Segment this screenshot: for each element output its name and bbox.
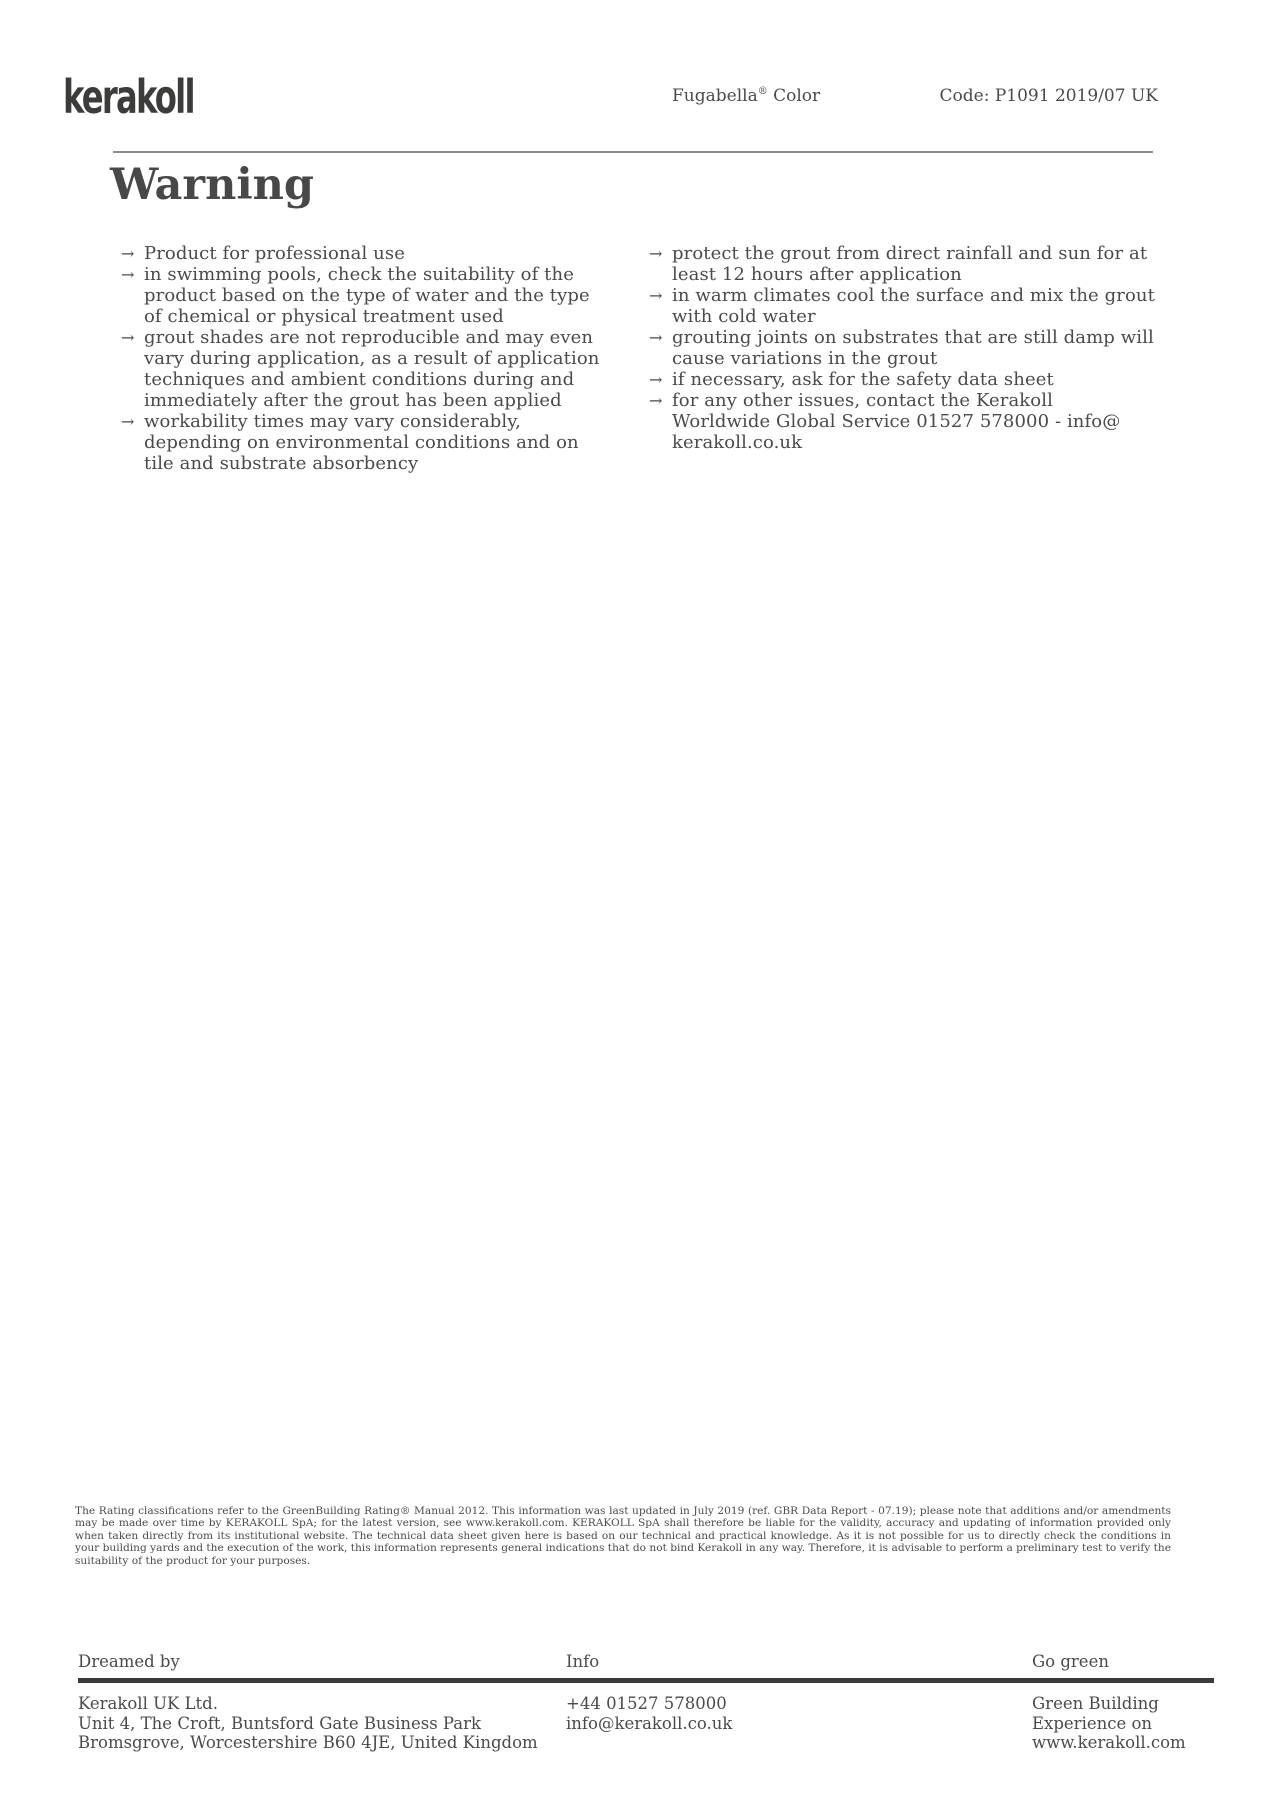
warning-column-left xyxy=(121,243,613,474)
warning-item-text: in swimming pools, check the suitability of the product based on the type of water and the type of chemical or physical treatment used xyxy=(144,264,590,327)
product-name xyxy=(672,86,820,106)
warning-item-text: Product for professional use xyxy=(144,243,405,264)
warning-column-right xyxy=(649,243,1155,474)
footer-column-green xyxy=(1032,1694,1186,1753)
warning-item-text: workability times may vary considerably, depending on environmental conditions and on tile and substrate absorbency xyxy=(144,411,579,474)
warning-list-right xyxy=(649,243,1155,453)
warning-item-text: grout shades are not reproducible and may even vary during application, as a result of application techniques and ambient conditions during and immediately after the grout has been applied xyxy=(144,327,600,411)
warning-item xyxy=(121,327,613,411)
bullet-arrow-icon: → xyxy=(649,286,663,305)
warning-item xyxy=(649,390,1155,453)
warning-item xyxy=(121,243,613,264)
warning-item xyxy=(649,243,1155,285)
footer-header-go-green: Go green xyxy=(1032,1652,1109,1671)
footer-line-company-name: Kerakoll UK Ltd. xyxy=(78,1694,218,1713)
warning-columns xyxy=(121,243,1155,474)
warning-item-text: for any other issues, contact the Kerakoll Worldwide Global Service 01527 578000 - info@ kerakoll.co.uk xyxy=(672,390,1121,453)
footer-column-contact xyxy=(566,1694,732,1733)
bullet-arrow-icon: → xyxy=(121,328,135,347)
product-name-suffix: Color xyxy=(767,86,821,106)
bullet-arrow-icon: → xyxy=(649,370,663,389)
footer-divider xyxy=(78,1678,1214,1683)
warning-item xyxy=(121,411,613,474)
footer-line-website: www.kerakoll.com xyxy=(1032,1733,1186,1753)
bullet-arrow-icon: → xyxy=(649,244,663,263)
warning-list-left xyxy=(121,243,613,474)
page-title: Warning xyxy=(110,160,314,210)
warning-item-text: grouting joints on substrates that are still damp will cause variations in the grout xyxy=(672,327,1154,369)
legal-disclaimer: The Rating classifications refer to the GreenBuilding Rating® Manual 2012. This information was last updated in July 2019 (ref. GBR Data Report - 07.19); please note that additions and/or amendments may be made over time by KERAKOLL SpA; for the latest version, see www.kerakoll.com. KERAKOLL SpA shall therefore be liable for the validity, accuracy and updating of information provided only when taken directly from its institutional website. The technical data sheet given here is based on our technical and practical knowledge. As it is not possible for us to directly check the conditions in your building yards and the execution of the work, this information represents general indications that do not bind Kerakoll in any way. Therefore, it is advisable to perform a preliminary test to verify the suitability of the product for your purposes. xyxy=(75,1505,1171,1567)
footer-line-address-1: Unit 4, The Croft, Buntsford Gate Business Park xyxy=(78,1713,482,1733)
footer-header-dreamed-by: Dreamed by xyxy=(78,1652,180,1671)
footer-line-address-2: Bromsgrove, Worcestershire B60 4JE, United Kingdom xyxy=(78,1733,538,1753)
registered-trademark-icon: ® xyxy=(757,86,768,97)
warning-item xyxy=(649,369,1155,390)
footer-column-company xyxy=(78,1694,538,1753)
product-name-text: Fugabella xyxy=(672,86,758,106)
bullet-arrow-icon: → xyxy=(121,412,135,431)
warning-item xyxy=(649,327,1155,369)
warning-item-text: in warm climates cool the surface and mix the grout with cold water xyxy=(672,285,1155,327)
header-divider xyxy=(113,151,1153,153)
bullet-arrow-icon: → xyxy=(649,328,663,347)
footer-header-info: Info xyxy=(566,1652,600,1671)
warning-item xyxy=(121,264,613,327)
warning-item-text: if necessary, ask for the safety data sheet xyxy=(672,369,1054,390)
footer-line-email: info@kerakoll.co.uk xyxy=(566,1713,733,1733)
kerakoll-logo: kerakoll xyxy=(63,70,194,124)
bullet-arrow-icon: → xyxy=(649,391,663,410)
warning-item xyxy=(649,285,1155,327)
footer-line-green-1: Green Building xyxy=(1032,1694,1159,1713)
bullet-arrow-icon: → xyxy=(121,265,135,284)
footer-line-green-2: Experience on xyxy=(1032,1713,1153,1733)
bullet-arrow-icon: → xyxy=(121,244,135,263)
document-code: Code: P1091 2019/07 UK xyxy=(939,86,1158,106)
warning-item-text: protect the grout from direct rainfall and sun for at least 12 hours after application xyxy=(672,243,1148,285)
footer-line-phone: +44 01527 578000 xyxy=(566,1694,727,1713)
